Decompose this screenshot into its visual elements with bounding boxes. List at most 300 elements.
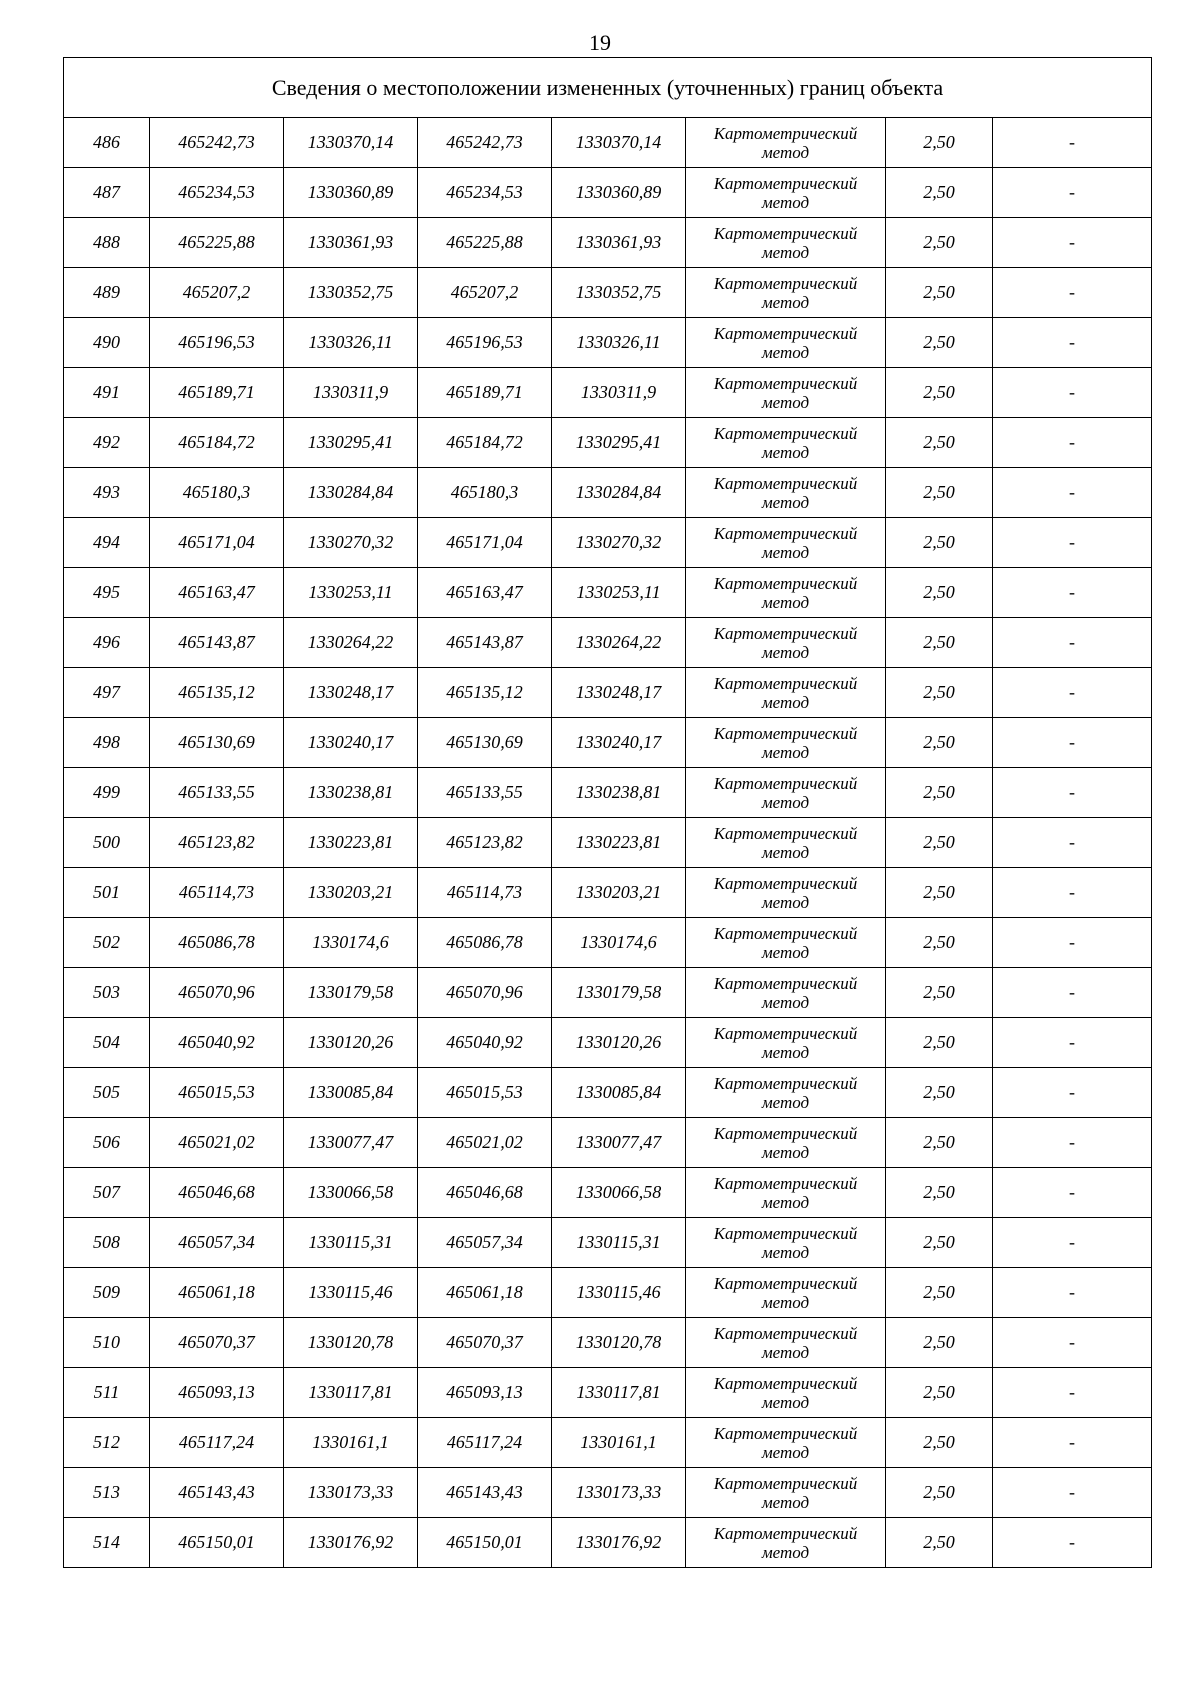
table-row xyxy=(64,418,1152,468)
existing-x-cell: 465150,01 xyxy=(150,1518,284,1568)
method-line-1: Картометрический xyxy=(713,473,858,493)
accuracy-cell: 2,50 xyxy=(886,418,993,468)
accuracy-cell: 2,50 xyxy=(886,1218,993,1268)
point-number-cell: 492 xyxy=(64,418,150,468)
method-cell xyxy=(686,268,886,318)
new-x-cell: 465143,43 xyxy=(418,1468,552,1518)
existing-y-cell: 1330253,11 xyxy=(284,568,418,618)
existing-x-cell: 465207,2 xyxy=(150,268,284,318)
method-line-1: Картометрический xyxy=(713,1473,858,1493)
point-number-cell: 487 xyxy=(64,168,150,218)
existing-x-cell: 465234,53 xyxy=(150,168,284,218)
method-cell xyxy=(686,468,886,518)
method-line-2: метод xyxy=(761,992,810,1012)
description-cell: - xyxy=(993,518,1152,568)
new-y-cell: 1330077,47 xyxy=(552,1118,686,1168)
new-y-cell: 1330120,78 xyxy=(552,1318,686,1368)
accuracy-cell: 2,50 xyxy=(886,468,993,518)
new-y-cell: 1330284,84 xyxy=(552,468,686,518)
accuracy-cell: 2,50 xyxy=(886,1168,993,1218)
point-number-cell: 503 xyxy=(64,968,150,1018)
new-y-cell: 1330085,84 xyxy=(552,1068,686,1118)
accuracy-cell: 2,50 xyxy=(886,368,993,418)
description-cell: - xyxy=(993,368,1152,418)
new-x-cell: 465225,88 xyxy=(418,218,552,268)
table-row xyxy=(64,1218,1152,1268)
new-x-cell: 465046,68 xyxy=(418,1168,552,1218)
accuracy-cell: 2,50 xyxy=(886,518,993,568)
point-number-cell: 491 xyxy=(64,368,150,418)
method-line-1: Картометрический xyxy=(713,773,858,793)
new-x-cell: 465184,72 xyxy=(418,418,552,468)
method-line-2: метод xyxy=(761,1292,810,1312)
new-x-cell: 465070,37 xyxy=(418,1318,552,1368)
method-line-2: метод xyxy=(761,1492,810,1512)
new-x-cell: 465040,92 xyxy=(418,1018,552,1068)
new-x-cell: 465021,02 xyxy=(418,1118,552,1168)
method-line-1: Картометрический xyxy=(713,1423,858,1443)
method-cell xyxy=(686,1468,886,1518)
existing-y-cell: 1330174,6 xyxy=(284,918,418,968)
existing-x-cell: 465114,73 xyxy=(150,868,284,918)
method-line-1: Картометрический xyxy=(713,723,858,743)
method-line-2: метод xyxy=(761,892,810,912)
method-cell xyxy=(686,1318,886,1368)
new-y-cell: 1330326,11 xyxy=(552,318,686,368)
accuracy-cell: 2,50 xyxy=(886,818,993,868)
method-line-1: Картометрический xyxy=(713,1523,858,1543)
point-number-cell: 500 xyxy=(64,818,150,868)
method-line-1: Картометрический xyxy=(713,173,858,193)
new-y-cell: 1330295,41 xyxy=(552,418,686,468)
description-cell: - xyxy=(993,1518,1152,1568)
method-cell xyxy=(686,418,886,468)
new-x-cell: 465135,12 xyxy=(418,668,552,718)
method-line-2: метод xyxy=(761,1042,810,1062)
existing-x-cell: 465180,3 xyxy=(150,468,284,518)
new-y-cell: 1330120,26 xyxy=(552,1018,686,1068)
table-row xyxy=(64,1068,1152,1118)
new-y-cell: 1330240,17 xyxy=(552,718,686,768)
accuracy-cell: 2,50 xyxy=(886,1018,993,1068)
point-number-cell: 493 xyxy=(64,468,150,518)
method-line-2: метод xyxy=(761,1542,810,1562)
new-y-cell: 1330270,32 xyxy=(552,518,686,568)
existing-y-cell: 1330238,81 xyxy=(284,768,418,818)
new-x-cell: 465189,71 xyxy=(418,368,552,418)
accuracy-cell: 2,50 xyxy=(886,318,993,368)
description-cell: - xyxy=(993,218,1152,268)
point-number-cell: 489 xyxy=(64,268,150,318)
accuracy-cell: 2,50 xyxy=(886,1268,993,1318)
method-cell xyxy=(686,1168,886,1218)
existing-x-cell: 465040,92 xyxy=(150,1018,284,1068)
page-number: 19 xyxy=(589,30,611,55)
table-row xyxy=(64,1518,1152,1568)
existing-x-cell: 465225,88 xyxy=(150,218,284,268)
new-y-cell: 1330311,9 xyxy=(552,368,686,418)
method-cell xyxy=(686,1018,886,1068)
method-cell xyxy=(686,1518,886,1568)
new-x-cell: 465130,69 xyxy=(418,718,552,768)
existing-x-cell: 465184,72 xyxy=(150,418,284,468)
existing-y-cell: 1330077,47 xyxy=(284,1118,418,1168)
table-row xyxy=(64,718,1152,768)
new-y-cell: 1330117,81 xyxy=(552,1368,686,1418)
table-row xyxy=(64,568,1152,618)
existing-y-cell: 1330295,41 xyxy=(284,418,418,468)
method-line-2: метод xyxy=(761,592,810,612)
method-line-1: Картометрический xyxy=(713,123,858,143)
existing-y-cell: 1330120,78 xyxy=(284,1318,418,1368)
existing-y-cell: 1330360,89 xyxy=(284,168,418,218)
method-line-1: Картометрический xyxy=(713,1123,858,1143)
method-line-1: Картометрический xyxy=(713,273,858,293)
point-number-cell: 510 xyxy=(64,1318,150,1368)
new-x-cell: 465086,78 xyxy=(418,918,552,968)
method-cell xyxy=(686,318,886,368)
existing-y-cell: 1330173,33 xyxy=(284,1468,418,1518)
existing-y-cell: 1330270,32 xyxy=(284,518,418,568)
accuracy-cell: 2,50 xyxy=(886,268,993,318)
accuracy-cell: 2,50 xyxy=(886,968,993,1018)
table-row xyxy=(64,618,1152,668)
new-y-cell: 1330352,75 xyxy=(552,268,686,318)
accuracy-cell: 2,50 xyxy=(886,668,993,718)
new-y-cell: 1330248,17 xyxy=(552,668,686,718)
description-cell: - xyxy=(993,1318,1152,1368)
table-row xyxy=(64,318,1152,368)
new-x-cell: 465234,53 xyxy=(418,168,552,218)
existing-y-cell: 1330115,46 xyxy=(284,1268,418,1318)
method-line-2: метод xyxy=(761,242,810,262)
existing-x-cell: 465057,34 xyxy=(150,1218,284,1268)
description-cell: - xyxy=(993,1418,1152,1468)
table-row xyxy=(64,868,1152,918)
accuracy-cell: 2,50 xyxy=(886,1468,993,1518)
method-line-2: метод xyxy=(761,492,810,512)
method-line-1: Картометрический xyxy=(713,673,858,693)
point-number-cell: 507 xyxy=(64,1168,150,1218)
table-row xyxy=(64,1018,1152,1068)
method-cell xyxy=(686,368,886,418)
description-cell: - xyxy=(993,318,1152,368)
new-y-cell: 1330253,11 xyxy=(552,568,686,618)
table-row xyxy=(64,968,1152,1018)
new-x-cell: 465163,47 xyxy=(418,568,552,618)
method-line-1: Картометрический xyxy=(713,923,858,943)
boundary-coordinates-table xyxy=(63,57,1152,1568)
method-line-2: метод xyxy=(761,342,810,362)
new-y-cell: 1330115,31 xyxy=(552,1218,686,1268)
existing-x-cell: 465133,55 xyxy=(150,768,284,818)
method-line-1: Картометрический xyxy=(713,373,858,393)
new-x-cell: 465133,55 xyxy=(418,768,552,818)
method-line-1: Картометрический xyxy=(713,823,858,843)
method-cell xyxy=(686,1218,886,1268)
description-cell: - xyxy=(993,918,1152,968)
new-y-cell: 1330173,33 xyxy=(552,1468,686,1518)
point-number-cell: 501 xyxy=(64,868,150,918)
existing-y-cell: 1330370,14 xyxy=(284,118,418,168)
existing-y-cell: 1330311,9 xyxy=(284,368,418,418)
new-x-cell: 465057,34 xyxy=(418,1218,552,1268)
method-cell xyxy=(686,818,886,868)
existing-x-cell: 465242,73 xyxy=(150,118,284,168)
description-cell: - xyxy=(993,668,1152,718)
existing-y-cell: 1330176,92 xyxy=(284,1518,418,1568)
description-cell: - xyxy=(993,568,1152,618)
point-number-cell: 499 xyxy=(64,768,150,818)
method-line-2: метод xyxy=(761,1092,810,1112)
new-y-cell: 1330174,6 xyxy=(552,918,686,968)
method-line-2: метод xyxy=(761,442,810,462)
accuracy-cell: 2,50 xyxy=(886,1368,993,1418)
point-number-cell: 494 xyxy=(64,518,150,568)
new-x-cell: 465143,87 xyxy=(418,618,552,668)
accuracy-cell: 2,50 xyxy=(886,1068,993,1118)
method-line-1: Картометрический xyxy=(713,873,858,893)
existing-y-cell: 1330179,58 xyxy=(284,968,418,1018)
method-line-2: метод xyxy=(761,1342,810,1362)
method-cell xyxy=(686,1418,886,1468)
point-number-cell: 504 xyxy=(64,1018,150,1068)
existing-y-cell: 1330352,75 xyxy=(284,268,418,318)
new-x-cell: 465180,3 xyxy=(418,468,552,518)
table-row xyxy=(64,118,1152,168)
description-cell: - xyxy=(993,968,1152,1018)
description-cell: - xyxy=(993,818,1152,868)
existing-y-cell: 1330326,11 xyxy=(284,318,418,368)
existing-y-cell: 1330066,58 xyxy=(284,1168,418,1218)
accuracy-cell: 2,50 xyxy=(886,218,993,268)
point-number-cell: 502 xyxy=(64,918,150,968)
method-cell xyxy=(686,568,886,618)
existing-x-cell: 465189,71 xyxy=(150,368,284,418)
accuracy-cell: 2,50 xyxy=(886,918,993,968)
point-number-cell: 490 xyxy=(64,318,150,368)
description-cell: - xyxy=(993,1268,1152,1318)
existing-x-cell: 465163,47 xyxy=(150,568,284,618)
description-cell: - xyxy=(993,1218,1152,1268)
method-line-1: Картометрический xyxy=(713,573,858,593)
existing-y-cell: 1330085,84 xyxy=(284,1068,418,1118)
table-row xyxy=(64,1318,1152,1368)
table-row xyxy=(64,1118,1152,1168)
description-cell: - xyxy=(993,868,1152,918)
new-x-cell: 465150,01 xyxy=(418,1518,552,1568)
method-line-1: Картометрический xyxy=(713,1273,858,1293)
accuracy-cell: 2,50 xyxy=(886,618,993,668)
method-line-2: метод xyxy=(761,1392,810,1412)
method-cell xyxy=(686,718,886,768)
table-row xyxy=(64,1418,1152,1468)
method-line-2: метод xyxy=(761,292,810,312)
method-cell xyxy=(686,968,886,1018)
point-number-cell: 496 xyxy=(64,618,150,668)
existing-x-cell: 465130,69 xyxy=(150,718,284,768)
method-line-2: метод xyxy=(761,1442,810,1462)
point-number-cell: 506 xyxy=(64,1118,150,1168)
point-number-cell: 508 xyxy=(64,1218,150,1268)
description-cell: - xyxy=(993,718,1152,768)
method-line-1: Картометрический xyxy=(713,1023,858,1043)
table-body xyxy=(64,58,1152,1568)
table-row xyxy=(64,468,1152,518)
table-row xyxy=(64,818,1152,868)
method-line-2: метод xyxy=(761,142,810,162)
new-x-cell: 465015,53 xyxy=(418,1068,552,1118)
description-cell: - xyxy=(993,268,1152,318)
table-row xyxy=(64,768,1152,818)
existing-x-cell: 465123,82 xyxy=(150,818,284,868)
new-x-cell: 465114,73 xyxy=(418,868,552,918)
existing-x-cell: 465015,53 xyxy=(150,1068,284,1118)
method-cell xyxy=(686,118,886,168)
existing-y-cell: 1330117,81 xyxy=(284,1368,418,1418)
existing-x-cell: 465061,18 xyxy=(150,1268,284,1318)
table-row xyxy=(64,1268,1152,1318)
existing-y-cell: 1330361,93 xyxy=(284,218,418,268)
method-line-2: метод xyxy=(761,692,810,712)
method-line-1: Картометрический xyxy=(713,223,858,243)
method-cell xyxy=(686,1068,886,1118)
description-cell: - xyxy=(993,118,1152,168)
new-y-cell: 1330370,14 xyxy=(552,118,686,168)
point-number-cell: 497 xyxy=(64,668,150,718)
new-x-cell: 465207,2 xyxy=(418,268,552,318)
new-y-cell: 1330264,22 xyxy=(552,618,686,668)
description-cell: - xyxy=(993,168,1152,218)
table-row xyxy=(64,1368,1152,1418)
table-row xyxy=(64,1468,1152,1518)
method-line-1: Картометрический xyxy=(713,1173,858,1193)
table-row xyxy=(64,168,1152,218)
table-row xyxy=(64,1168,1152,1218)
method-line-2: метод xyxy=(761,1242,810,1262)
table-row xyxy=(64,668,1152,718)
accuracy-cell: 2,50 xyxy=(886,1518,993,1568)
new-y-cell: 1330203,21 xyxy=(552,868,686,918)
method-line-2: метод xyxy=(761,842,810,862)
point-number-cell: 514 xyxy=(64,1518,150,1568)
existing-x-cell: 465046,68 xyxy=(150,1168,284,1218)
method-line-1: Картометрический xyxy=(713,523,858,543)
point-number-cell: 505 xyxy=(64,1068,150,1118)
description-cell: - xyxy=(993,618,1152,668)
accuracy-cell: 2,50 xyxy=(886,118,993,168)
existing-y-cell: 1330248,17 xyxy=(284,668,418,718)
existing-x-cell: 465070,37 xyxy=(150,1318,284,1368)
existing-y-cell: 1330284,84 xyxy=(284,468,418,518)
method-line-1: Картометрический xyxy=(713,1073,858,1093)
method-cell xyxy=(686,618,886,668)
new-x-cell: 465242,73 xyxy=(418,118,552,168)
method-cell xyxy=(686,918,886,968)
accuracy-cell: 2,50 xyxy=(886,768,993,818)
method-cell xyxy=(686,218,886,268)
new-y-cell: 1330176,92 xyxy=(552,1518,686,1568)
table-header-row xyxy=(64,58,1152,118)
accuracy-cell: 2,50 xyxy=(886,568,993,618)
method-cell xyxy=(686,868,886,918)
existing-x-cell: 465135,12 xyxy=(150,668,284,718)
method-line-2: метод xyxy=(761,1142,810,1162)
existing-x-cell: 465171,04 xyxy=(150,518,284,568)
method-line-2: метод xyxy=(761,542,810,562)
new-x-cell: 465123,82 xyxy=(418,818,552,868)
new-y-cell: 1330066,58 xyxy=(552,1168,686,1218)
existing-x-cell: 465086,78 xyxy=(150,918,284,968)
method-line-1: Картометрический xyxy=(713,973,858,993)
method-line-1: Картометрический xyxy=(713,423,858,443)
method-line-2: метод xyxy=(761,942,810,962)
accuracy-cell: 2,50 xyxy=(886,868,993,918)
method-cell xyxy=(686,1268,886,1318)
existing-y-cell: 1330161,1 xyxy=(284,1418,418,1468)
new-x-cell: 465093,13 xyxy=(418,1368,552,1418)
method-cell xyxy=(686,768,886,818)
method-line-2: метод xyxy=(761,792,810,812)
point-number-cell: 498 xyxy=(64,718,150,768)
existing-x-cell: 465143,43 xyxy=(150,1468,284,1518)
new-y-cell: 1330223,81 xyxy=(552,818,686,868)
method-cell xyxy=(686,668,886,718)
table-row xyxy=(64,918,1152,968)
point-number-cell: 509 xyxy=(64,1268,150,1318)
method-line-1: Картометрический xyxy=(713,323,858,343)
point-number-cell: 512 xyxy=(64,1418,150,1468)
description-cell: - xyxy=(993,1168,1152,1218)
existing-y-cell: 1330120,26 xyxy=(284,1018,418,1068)
method-line-2: метод xyxy=(761,1192,810,1212)
point-number-cell: 513 xyxy=(64,1468,150,1518)
method-line-1: Картометрический xyxy=(713,623,858,643)
point-number-cell: 486 xyxy=(64,118,150,168)
existing-x-cell: 465117,24 xyxy=(150,1418,284,1468)
accuracy-cell: 2,50 xyxy=(886,1118,993,1168)
table-row xyxy=(64,218,1152,268)
description-cell: - xyxy=(993,768,1152,818)
table-title: Сведения о местоположении измененных (уточненных) границ объекта xyxy=(64,58,1152,118)
method-line-2: метод xyxy=(761,392,810,412)
description-cell: - xyxy=(993,418,1152,468)
existing-x-cell: 465143,87 xyxy=(150,618,284,668)
existing-x-cell: 465093,13 xyxy=(150,1368,284,1418)
existing-x-cell: 465070,96 xyxy=(150,968,284,1018)
point-number-cell: 511 xyxy=(64,1368,150,1418)
description-cell: - xyxy=(993,1468,1152,1518)
accuracy-cell: 2,50 xyxy=(886,1318,993,1368)
method-line-2: метод xyxy=(761,642,810,662)
method-cell xyxy=(686,168,886,218)
existing-y-cell: 1330223,81 xyxy=(284,818,418,868)
existing-x-cell: 465196,53 xyxy=(150,318,284,368)
new-y-cell: 1330361,93 xyxy=(552,218,686,268)
table-row xyxy=(64,518,1152,568)
accuracy-cell: 2,50 xyxy=(886,718,993,768)
existing-y-cell: 1330264,22 xyxy=(284,618,418,668)
new-x-cell: 465171,04 xyxy=(418,518,552,568)
method-line-1: Картометрический xyxy=(713,1373,858,1393)
method-line-1: Картометрический xyxy=(713,1323,858,1343)
table-row xyxy=(64,368,1152,418)
table-row xyxy=(64,268,1152,318)
existing-y-cell: 1330115,31 xyxy=(284,1218,418,1268)
new-x-cell: 465070,96 xyxy=(418,968,552,1018)
method-cell xyxy=(686,1118,886,1168)
existing-y-cell: 1330203,21 xyxy=(284,868,418,918)
